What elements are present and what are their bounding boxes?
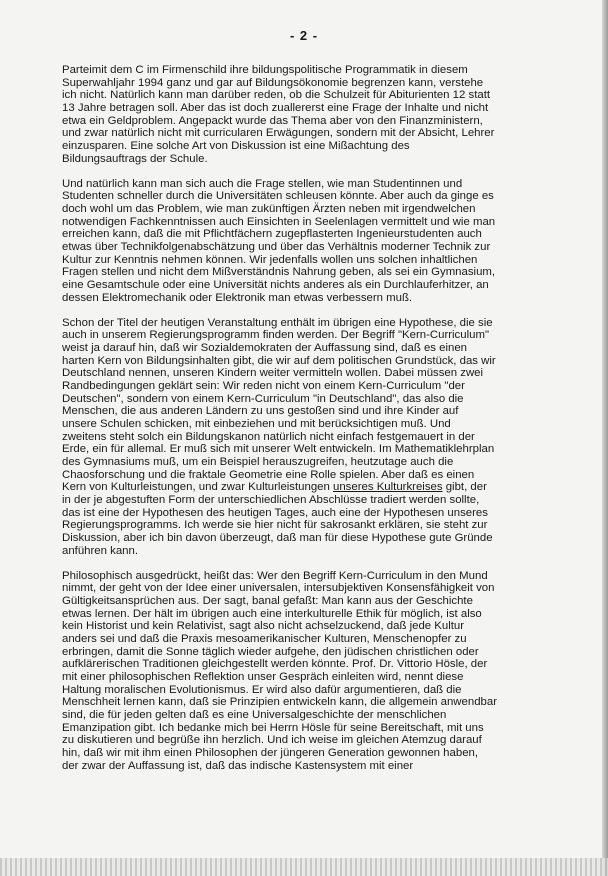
text-line: Superwahljahr 1994 ganz und gar auf Bildungsökonomie begrenzen kann, verstehe bbox=[62, 76, 484, 89]
page-number: - 2 - bbox=[289, 28, 319, 43]
text-line: etwa ein Geldproblem. Angepackt wurde das Thema aber von den Finanzministern, bbox=[62, 114, 483, 127]
text-line: Und natürlich kann man sich auch die Frage stellen, wie man Studentinnen und bbox=[62, 177, 463, 190]
paragraph-1 bbox=[62, 64, 558, 165]
text-line: aufklärerischen Traditionen gleichgestellt werden könnte. Prof. Dr. Vittorio Hösle, der bbox=[62, 658, 488, 671]
paragraph-3 bbox=[62, 317, 558, 557]
text-line: Deutschen", sondern von einem Kern-Curriculum "in Deutschland", das also die bbox=[62, 392, 464, 405]
text-line: in der je abgestuften Form der unterschiedlichen Abschlüsse tradiert werden sollte, bbox=[62, 494, 480, 506]
text-line: notwendigen Fachkenntnissen auch Einsichten in Seelenlagen vermittelt und wie man bbox=[62, 215, 496, 228]
text-line: 13 Jahre betragen soll. Aber das ist doch zuallererst eine Frage der Inhalte und nicht bbox=[62, 101, 489, 114]
text-line: Menschheit lernen kann, daß sie Prinzipien entwickeln kann, die allgemein anwendbar bbox=[62, 696, 497, 709]
text-line: Deutschland nennen, unseren Kindern weiter vermitteln wollen. Dabei müssen zwei bbox=[62, 367, 484, 380]
document-body bbox=[62, 64, 558, 785]
text-line: Studenten schneller durch die Universitäten schleusen könnte. Aber auch da ginge es bbox=[62, 190, 494, 203]
text-line: Regierungsprogramms. Ich werde sie hier nicht für sakrosankt erklären, sie steht zur bbox=[62, 519, 488, 532]
paragraph-4 bbox=[62, 570, 558, 773]
text-line: Menschen, die aus anderen Ländern zu uns gestoßen sind und ihre Kinder auf bbox=[62, 405, 459, 418]
text-line: erreichen kann, daß die mit Pflichtfächern zugepflasterten Ingenieurstudenten auch bbox=[62, 228, 482, 241]
text-line: Fragen stellen und nicht dem Mißverständnis Nahrung geben, als sei ein Gymnasium, bbox=[62, 266, 496, 279]
text-segment: gibt, der bbox=[442, 481, 487, 494]
text-line: und zwar natürlich nicht mit curricularen Erwägungen, sondern mit der Absicht, Lehrer bbox=[62, 127, 495, 140]
text-line: Diskussion, aber ich bin davon überzeugt, daß man für diese Hypothese gute Gründe bbox=[62, 531, 493, 544]
text-line: harten Kern von Bildungsinhalten gibt, die wir auf dem politischen Grundstück, das wir bbox=[62, 354, 496, 367]
text-line: Bildungsauftrags der Schule. bbox=[62, 152, 208, 165]
text-line: Emanzipation gibt. Ich bedanke mich bei Herrn Hösle für seine Bereitschaft, mit uns bbox=[62, 721, 484, 734]
scan-shadow-edge bbox=[602, 0, 608, 876]
text-line: einzusparen. Eine solche Art von Diskussion ist eine Mißachtung des bbox=[62, 139, 410, 152]
text-line: des Gymnasiums muß, um ein Beispiel herauszugreifen, heutzutage auch die bbox=[62, 456, 454, 469]
text-line: Chaosforschung und die fraktale Geometrie eine Rolle spielen. Aber daß es einen bbox=[62, 468, 475, 481]
text-line: Parteimit dem C im Firmenschild ihre bildungspolitische Programmatik in diesem bbox=[62, 64, 468, 76]
text-line: dessen Elektromechanik oder Elektronik man etwas verbessern muß. bbox=[62, 291, 413, 304]
text-line: anführen kann. bbox=[62, 544, 138, 557]
text-line: das ist eine der Hypothesen des heutigen Tages, auch eine der Hypothesen unseres bbox=[62, 506, 488, 519]
text-line: Haltung moralischen Evolutionismus. Er wird also dafür argumentieren, daß die bbox=[62, 683, 462, 696]
text-line: Erde, ein für allemal. Er muß sich mit unserer Welt entwickeln. Im Mathematiklehrplan bbox=[62, 443, 495, 456]
underlined-phrase: unseres Kulturkreises bbox=[333, 481, 443, 494]
text-line: mit einer philosophischen Reflektion unser Gespräch einleiten wird, nennt diese bbox=[62, 671, 464, 684]
text-line: zweitens steht solch ein Bildungskanon natürlich nicht einfach festgemauert in der bbox=[62, 430, 475, 443]
text-line: eine Gesamtschule oder eine Universität nichts anderes als ein Durchlauferhitzer, an bbox=[62, 279, 489, 291]
text-line: hin, daß wir mit ihm einen Philosophen der jüngeren Generation gewonnen haben, bbox=[62, 746, 479, 759]
text-line: Schon der Titel der heutigen Veranstaltung enthält im übrigen eine Hypothese, die sie bbox=[62, 316, 493, 329]
scan-perforation-edge bbox=[0, 858, 608, 876]
text-line: Philosophisch ausgedrückt, heißt das: Wer den Begriff Kern-Curriculum in den Mund bbox=[62, 569, 488, 582]
text-line: nimmt, der geht von der Idee einer universalen, intersubjektiven Konsensfähigkeit von bbox=[62, 582, 495, 595]
text-segment: Kern von Kulturleistungen, und zwar Kulturleistungen bbox=[62, 481, 334, 494]
text-line: etwas über Technikfolgenabschätzung und über das Verhältnis moderner Technik zur bbox=[62, 241, 491, 254]
text-line: unsere Schulen schicken, mit einbeziehen und mit berücksichtigen muß. Und bbox=[62, 418, 451, 431]
text-line: zu diskutieren und begrüße ihn herzlich. Und ich weise im gleichen Atemzug darauf bbox=[62, 734, 482, 747]
text-line-with-underline bbox=[62, 481, 558, 494]
text-line: Kultur zur Kenntnis nehmen können. Wir jedenfalls wollen uns solchen inhaltlichen bbox=[62, 253, 478, 266]
text-line: erbringen, damit die Sonne täglich wieder aufgehe, den jüdischen christlichen oder bbox=[62, 645, 479, 658]
text-line: anders sei und daß die Praxis mesoamerikanischer Kulturen, Menschenopfer zu bbox=[62, 633, 467, 646]
text-line: kein Historist und kein Relativist, sagt also nicht achselzuckend, daß jede Kultur bbox=[62, 620, 465, 633]
text-line: Randbedingungen geklärt sein: Wir reden nicht von einem Kern-Curriculum "der bbox=[62, 380, 465, 393]
text-line: ich nicht. Natürlich kann man darüber reden, ob die Schulzeit für Abiturienten 12 statt bbox=[62, 89, 491, 102]
text-line: sind, die für jeden gelten daß es eine Universalgeschichte der menschlichen bbox=[62, 709, 447, 721]
text-line: weist ja darauf hin, daß wir Sozialdemokraten der Auffassung sind, daß es einen bbox=[62, 342, 468, 355]
text-line: doch wohl um das Problem, wie man zukünftigen Ärzten neben mit irgendwelchen bbox=[62, 203, 476, 216]
text-line: der zwar der Auffassung ist, daß das indische Kastensystem mit einer bbox=[62, 759, 414, 772]
text-line: auch in unserem Regierungsprogramm finden werden. Der Begriff "Kern-Curriculum" bbox=[62, 329, 489, 342]
text-line: etwas lernen. Der hält im übrigen auch eine interkulturelle Ethik für möglich, ist also bbox=[62, 607, 482, 620]
text-line: Gültigkeitsansprüchen aus. Der sagt, banal gefaßt: Man kann aus der Geschichte bbox=[62, 595, 473, 608]
paragraph-2 bbox=[62, 178, 558, 305]
